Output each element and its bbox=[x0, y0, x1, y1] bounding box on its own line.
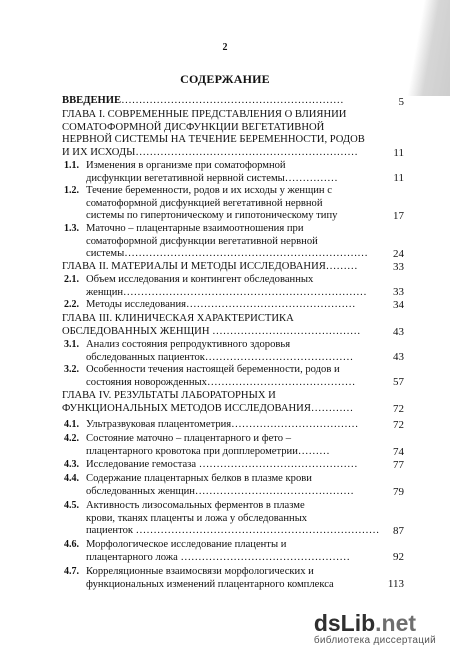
toc-chapter-3: ГЛАВА III. КЛИНИЧЕСКАЯ ХАРАКТЕРИСТИКА ОБСЛЕДОВАННЫХ ЖЕНЩИН …………………………………… bbox=[62, 313, 361, 337]
toc-chapter-4-page: 72 bbox=[393, 403, 404, 415]
toc-item-2-1-page: 33 bbox=[393, 286, 404, 298]
toc-item-4-3-page: 77 bbox=[393, 459, 404, 471]
toc-item-4-6: 4.6. Морфологическое исследование плаценты и плацентарного ложа ………………………………………… bbox=[64, 539, 350, 563]
toc-intro-page: 5 bbox=[398, 96, 404, 108]
toc-item-1-2-page: 17 bbox=[393, 210, 404, 222]
toc-item-3-1: 3.1. Анализ состояния репродуктивного здоровья обследованных пациенток…………………………………… bbox=[64, 339, 354, 363]
toc-item-4-3: 4.3. Исследование гемостаза ……………………………………… bbox=[64, 459, 358, 470]
toc-item-1-1-page: 11 bbox=[393, 172, 404, 184]
toc-item-4-5: 4.5. Активность лизосомальных ферментов в плазме крови, тканях плаценты и ложа у обследованных пациенток …………………………………………………………… bbox=[64, 500, 380, 536]
toc-chapter-2: ГЛАВА II. МАТЕРИАЛЫ И МЕТОДЫ ИССЛЕДОВАНИЯ……… bbox=[62, 261, 358, 272]
toc-chapter-1: ГЛАВА I. СОВРЕМЕННЫЕ ПРЕДСТАВЛЕНИЯ О ВЛИЯНИИ СОМАТОФОРМНОЙ ДИСФУНКЦИИ ВЕГЕТАТИВНОЙ НЕРВНОЙ СИСТЕМЫ НА ТЕЧЕНИЕ БЕРЕМЕННОСТИ, РОДОВ И ИХ ИСХОДЫ……………………………………………………… bbox=[62, 109, 365, 158]
toc-item-4-4: 4.4. Содержание плацентарных белков в плазме крови обследованных женщин……………………………………… bbox=[64, 473, 354, 497]
toc-item-2-2: 2.2. Методы исследования………………………………………… bbox=[64, 299, 356, 310]
toc-item-4-5-page: 87 bbox=[393, 525, 404, 537]
toc-chapter-2-page: 33 bbox=[393, 261, 404, 273]
toc-item-4-2-page: 74 bbox=[393, 446, 404, 458]
toc-item-4-1-page: 72 bbox=[393, 419, 404, 431]
toc-chapter-4: ГЛАВА IV. РЕЗУЛЬТАТЫ ЛАБОРАТОРНЫХ И ФУНКЦИОНАЛЬНЫХ МЕТОДОВ ИССЛЕДОВАНИЯ………… bbox=[62, 390, 354, 414]
toc-item-1-3: 1.3. Маточно – плацентарные взаимоотношения при соматоформной дисфункции вегетативной нервной системы…………………………………………………………… bbox=[64, 223, 368, 259]
toc-title: СОДЕРЖАНИЕ bbox=[180, 72, 270, 86]
toc-item-2-2-page: 34 bbox=[393, 299, 404, 311]
toc-item-2-1: 2.1. Объем исследования и контингент обследованных женщин…………………………………………………………… bbox=[64, 274, 367, 298]
toc-item-4-2: 4.2. Состояние маточно – плацентарного и фето – плацентарного кровотока при допплерометрии……… bbox=[64, 433, 330, 457]
toc-item-4-1: 4.1. Ультразвуковая плацентометрия……………………………… bbox=[64, 419, 359, 430]
toc-item-1-1: 1.1. Изменения в организме при соматоформной дисфункции вегетативной нервной системы…………… bbox=[64, 160, 338, 184]
toc-item-3-2: 3.2. Особенности течения настоящей беременности, родов и состояния новорожденных…………………………………… bbox=[64, 364, 356, 388]
toc-item-1-3-page: 24 bbox=[393, 248, 404, 260]
toc-item-4-6-page: 92 bbox=[393, 551, 404, 563]
toc-item-4-7: 4.7. Корреляционные взаимосвязи морфологических и функциональных изменений плацентарного комплекса bbox=[64, 566, 334, 590]
dslib-logo: dsLib.net bbox=[313, 610, 417, 636]
toc-chapter-3-page: 43 bbox=[393, 326, 404, 338]
toc-item-4-4-page: 79 bbox=[393, 486, 404, 498]
toc-intro: ВВЕДЕНИЕ……………………………………………………… bbox=[62, 95, 344, 106]
toc-item-1-2: 1.2. Течение беременности, родов и их исходы у женщин с соматоформной дисфункцией вегетативной нервной системы по гипертоническому и гипотоническому типу bbox=[64, 185, 338, 221]
toc-item-3-1-page: 43 bbox=[393, 351, 404, 363]
dslib-watermark bbox=[314, 611, 436, 646]
toc-item-3-2-page: 57 bbox=[393, 376, 404, 388]
page-number: 2 bbox=[222, 42, 228, 53]
dslib-subtitle: библиотека диссертаций bbox=[313, 635, 436, 646]
toc-chapter-1-page: 11 bbox=[393, 147, 404, 159]
toc-item-4-7-page: 113 bbox=[387, 578, 404, 590]
